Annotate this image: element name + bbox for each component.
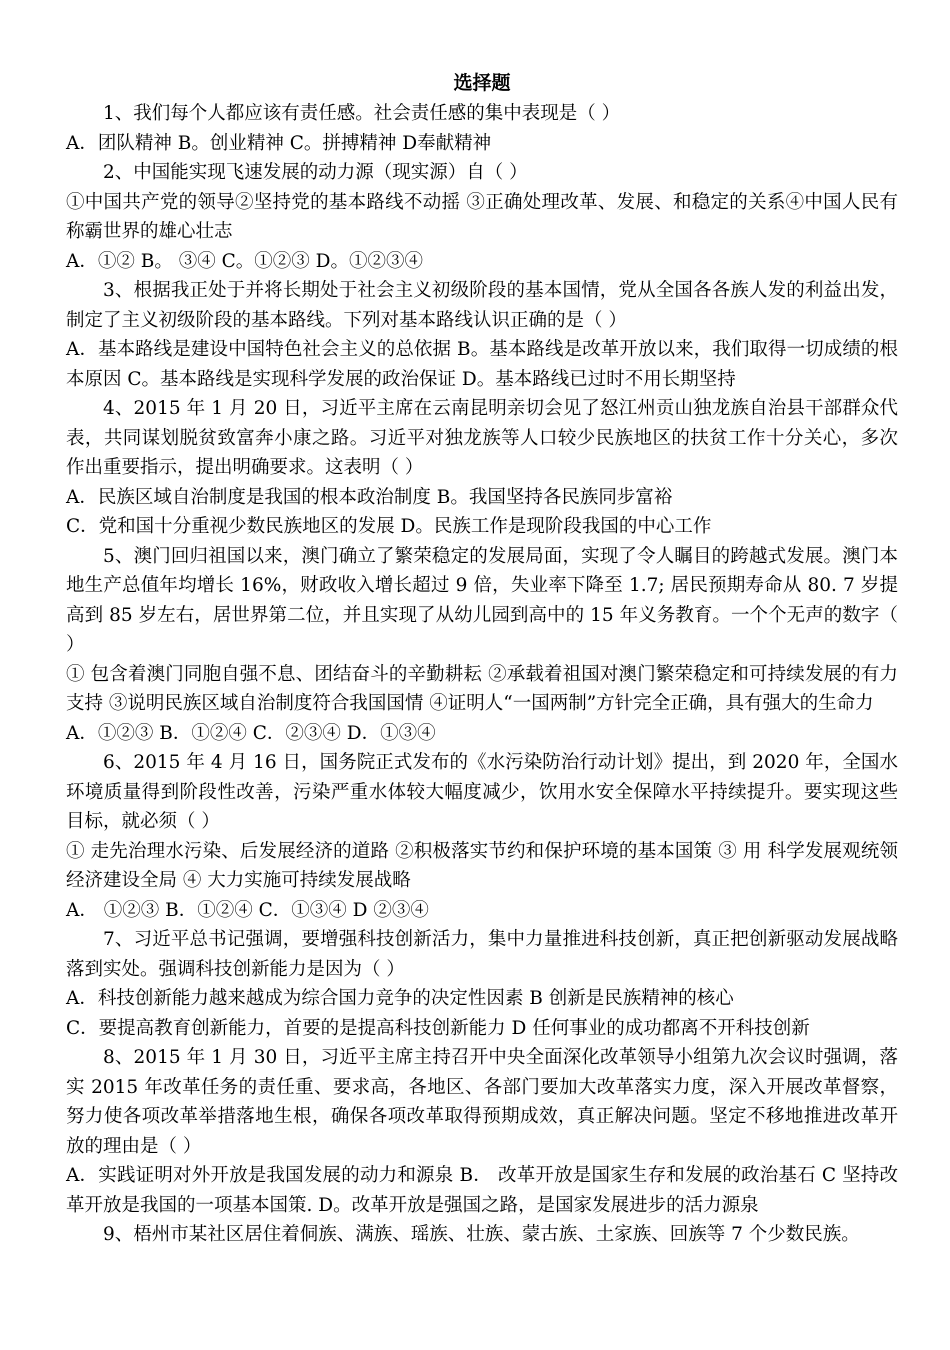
section-title: 选择题 (453, 72, 511, 94)
question-options: A．民族区域自治制度是我国的根本政治制度 B。我国坚持各民族同步富裕 (66, 486, 673, 508)
question-options: ① 走先治理水污染、后发展经济的道路 ②积极落实节约和保护环境的基本国策 ③ 用 科学发展观统领经济建设全局 ④ 大力实施可持续发展战略 (66, 840, 898, 891)
question-stem: 8、2015 年 1 月 30 日，习近平主席主持召开中央全面深化改革领导小组第九次会议时强调，落实 2015 年改革任务的责任重、要求高，各地区、各部门要加大改革落实力度，深入开展改革督察，努力使各项改革举措落地生根，确保各项改革取得预期成效，真正解决问题。坚定不移地推进改革开放的理由是（ ） (66, 1047, 898, 1157)
question-options: ①中国共产党的领导②坚持党的基本路线不动摇 ③正确处理改革、发展、和稳定的关系④中国人民有称霸世界的雄心壮志 (66, 191, 898, 242)
question-stem: 9、梧州市某社区居住着侗族、满族、瑶族、壮族、蒙古族、土家族、回族等 7 个少数民族。 (103, 1224, 860, 1245)
question-options: ① 包含着澳门同胞自强不息、团结奋斗的辛勤耕耘 ②承载着祖国对澳门繁荣稳定和可持续发展的有力支持 ③说明民族区域自治制度符合我国国情 ④证明人“一国两制”方针完全正确，具有强大的生命力 (66, 663, 898, 714)
question-stem: 3、根据我正处于并将长期处于社会主义初级阶段的基本国情，党从全国各各族人发的利益出发，制定了主义初级阶段的基本路线。下列对基本路线认识正确的是（ ） (66, 280, 898, 331)
question-options: A．基本路线是建设中国特色社会主义的总依据 B。基本路线是改革开放以来，我们取得一切成绩的根本原因 C。基本路线是实现科学发展的政治保证 D。基本路线已过时不用长期坚持 (66, 339, 898, 390)
question-options: A．①② B。 ③④ C。①②③ D。①②③④ (66, 250, 423, 272)
question-options: C．党和国十分重视少数民族地区的发展 D。民族工作是现阶段我国的中心工作 (66, 516, 712, 537)
question-options: A．实践证明对外开放是我国发展的动力和源泉 B． 改革开放是国家生存和发展的政治基石 C 坚持改革开放是我国的一项基本国策. D。改革开放是强国之路，是国家发展进步的活力源泉 (66, 1165, 898, 1216)
question-options: A． ①②③ B．①②④ C．①③④ D ②③④ (66, 899, 429, 921)
document-body (66, 99, 898, 1250)
question-stem: 6、2015 年 4 月 16 日，国务院正式发布的《水污染防治行动计划》提出，到 2020 年，全国水环境质量得到阶段性改善，污染严重水体较大幅度减少，饮用水安全保障水平持续提升。要实现这些目标，就必须（ ） (66, 752, 898, 832)
question-stem: 2、中国能实现飞速发展的动力源（现实源）自（ ） (103, 162, 528, 183)
question-stem: 4、2015 年 1 月 20 日，习近平主席在云南昆明亲切会见了怒江州贡山独龙族自治县干部群众代表，共同谋划脱贫致富奔小康之路。习近平对独龙族等人口较少民族地区的扶贫工作十分关心，多次作出重要指示，提出明确要求。这表明（ ） (66, 398, 898, 478)
question-options: C．要提高教育创新能力，首要的是提高科技创新能力 D 任何事业的成功都离不开科技创新 (66, 1017, 810, 1039)
question-options: A．团队精神 B。创业精神 C。拼搏精神 D奉献精神 (66, 132, 492, 154)
question-stem: 7、习近平总书记强调，要增强科技创新活力，集中力量推进科技创新，真正把创新驱动发展战略落到实处。强调科技创新能力是因为（ ） (66, 929, 898, 980)
question-options: A．科技创新能力越来越成为综合国力竞争的决定性因素 B 创新是民族精神的核心 (66, 988, 734, 1009)
question-stem: 1、我们每个人都应该有责任感。社会责任感的集中表现是（ ） (103, 103, 621, 124)
question-options: A．①②③ B．①②④ C．②③④ D．①③④ (66, 722, 436, 744)
question-stem: 5、澳门回归祖国以来，澳门确立了繁荣稳定的发展局面，实现了令人瞩目的跨越式发展。澳门本地生产总值年均增长 16%，财政收入增长超过 9 倍，失业率下降至 1.7; 居民预期寿命从 80. 7 岁提高到 85 岁左右，居世界第二位，并且实现了从幼儿园到高中的 15 年义务教育。一个个无声的数字（ ） (66, 545, 898, 655)
